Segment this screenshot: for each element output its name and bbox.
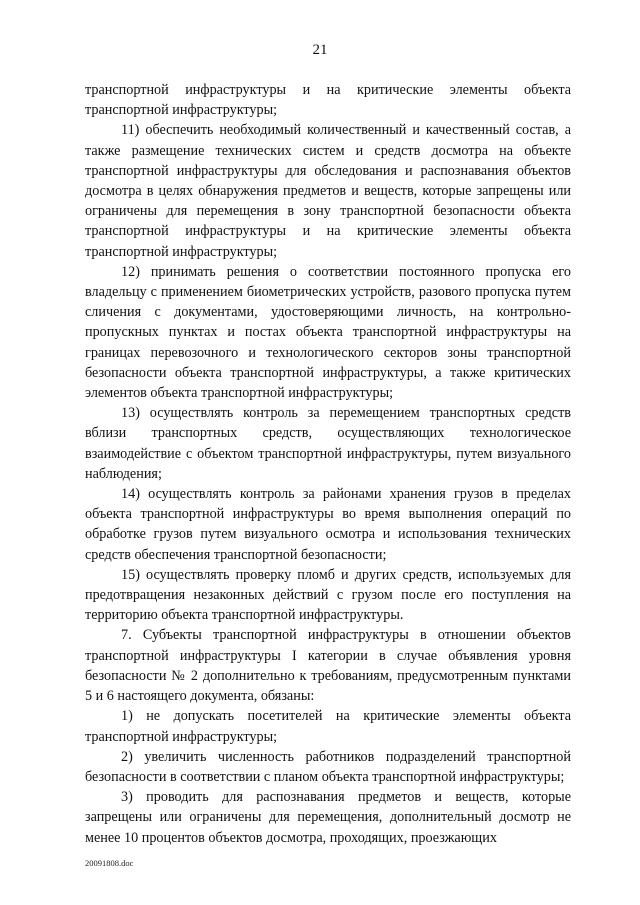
paragraph-section-7: 7. Субъекты транспортной инфраструктуры в отношении объектов транспортной инфраструктуры I категории в случае объявления уровня безопасности № 2 дополнительно к требованиям, предусмотренным пунктами 5 и 6 настоящего документа, обязаны: (85, 627, 571, 705)
paragraph-item-15: 15) осуществлять проверку пломб и других средств, используемых для предотвращения незаконных действий с грузом после его поступления на территорию объекта транспортной инфраструктуры. (85, 566, 571, 624)
paragraph-item-3: 3) проводить для распознавания предметов и веществ, которые запрещены или ограничены для перемещения, дополнительный досмотр не менее 10 процентов объектов досмотра, проходящих, проезжающих (85, 789, 571, 846)
paragraph-item-11: 11) обеспечить необходимый количественный и качественный состав, а также размещение технических систем и средств досмотра на объекте транспортной инфраструктуры для обследования и распознавания объектов досмотра в целях обнаружения предметов и веществ, которые запрещены или ограничены для перемещения в зону транспортной безопасности объекта транспортной инфраструктуры и на критические элементы объекта транспортной инфраструктуры; (85, 122, 571, 260)
paragraph-item-12: 12) принимать решения о соответствии постоянного пропуска его владельцу с применением биометрических устройств, разового пропуска путем сличения с документами, удостоверяющими личность, на контрольно-пропускных пунктах и постах объекта транспортной инфраструктуры на границах перевозочного и технологического секторов зоны транспортной безопасности объекта транспортной инфраструктуры, а также критических элементов объекта транспортной инфраструктуры; (85, 263, 571, 402)
paragraph-item-1: 1) не допускать посетителей на критические элементы объекта транспортной инфраструктуры; (85, 708, 571, 745)
paragraph-continuation: транспортной инфраструктуры и на критические элементы объекта транспортной инфраструктуры; (85, 82, 571, 119)
document-body (85, 80, 571, 848)
paragraph-item-14: 14) осуществлять контроль за районами хранения грузов в пределах объекта транспортной инфраструктуры во время выполнения операций по обработке грузов путем визуального осмотра и использования технических средств обеспечения транспортной безопасности; (85, 486, 571, 563)
page-number: 21 (312, 42, 328, 58)
footer-filename: 20091808.doc (85, 858, 134, 868)
paragraph-item-13: 13) осуществлять контроль за перемещением транспортных средств вблизи транспортных средств, осуществляющих технологическое взаимодействие с объектом транспортной инфраструктуры, путем визуального наблюдения; (85, 405, 571, 482)
paragraph-item-2: 2) увеличить численность работников подразделений транспортной безопасности в соответствии с планом объекта транспортной инфраструктуры; (85, 748, 571, 785)
